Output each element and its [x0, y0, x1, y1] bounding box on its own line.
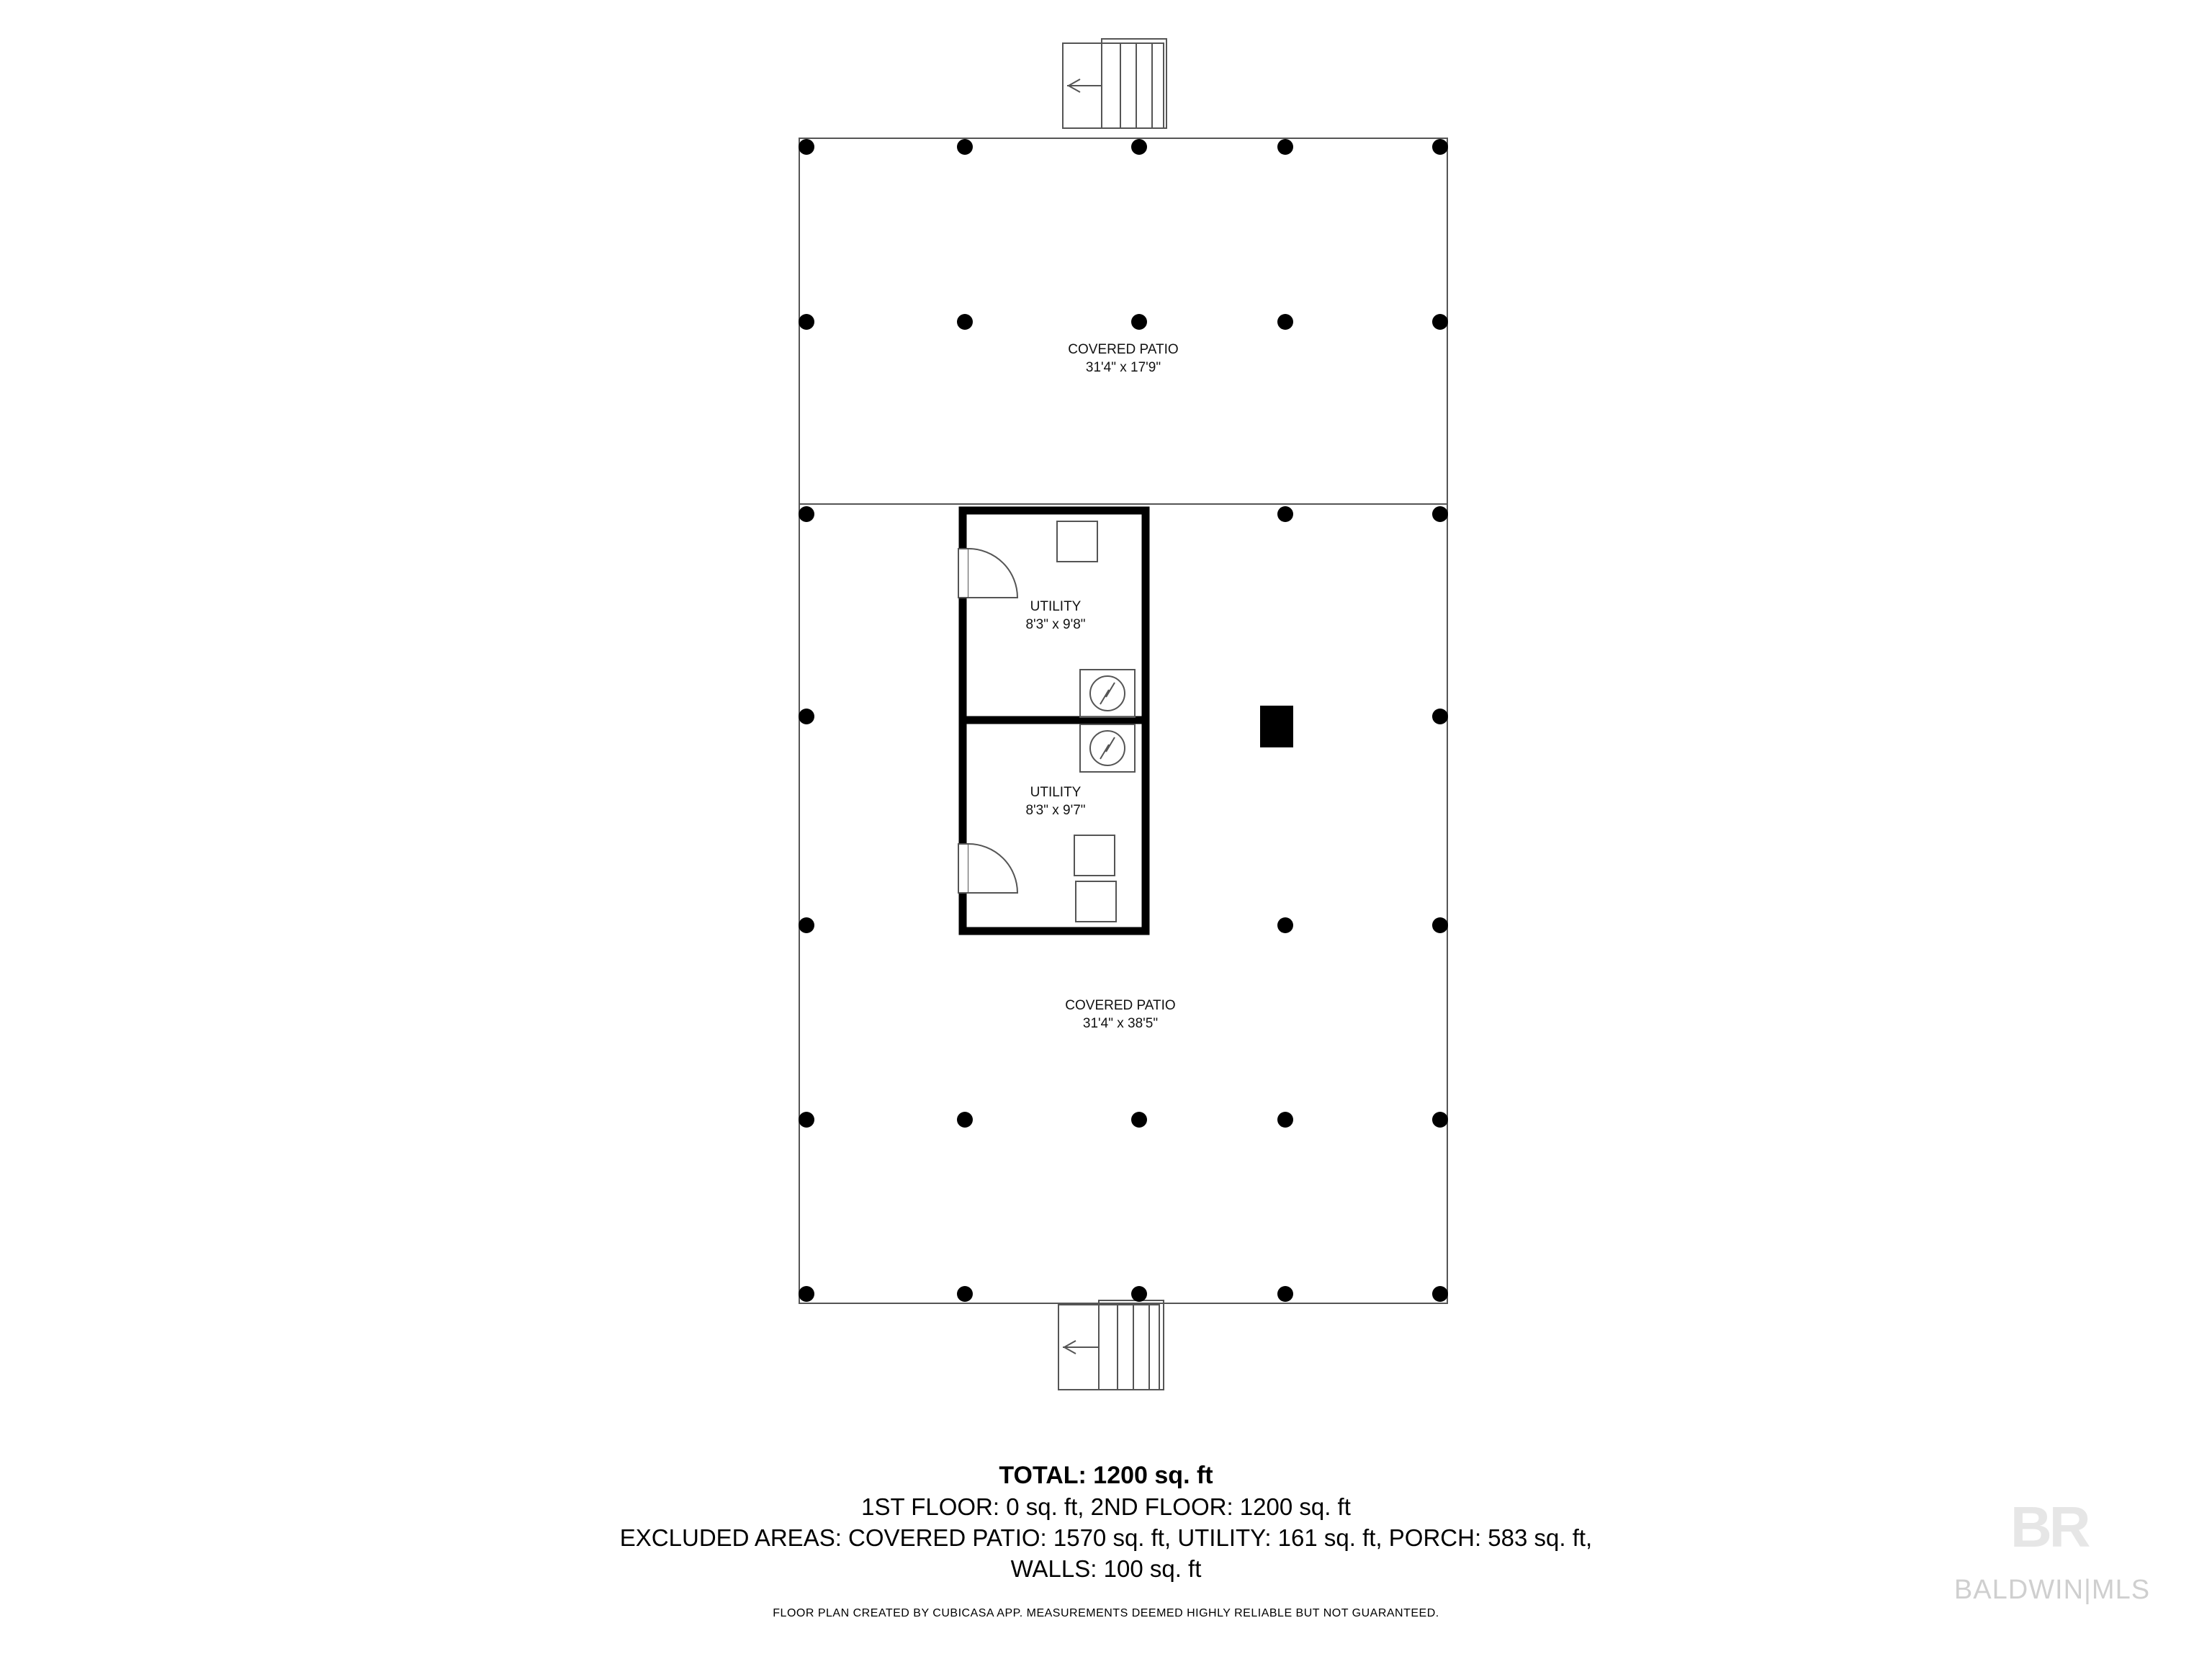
covered-patio-bottom: [799, 504, 1447, 1303]
room-label-covered-patio-top: [1068, 342, 1178, 375]
svg-text:8'3" x 9'7": 8'3" x 9'7": [1025, 803, 1086, 818]
room-label-utility-bottom: [1025, 785, 1085, 818]
total-area: TOTAL: 1200 sq. ft: [999, 1462, 1213, 1489]
stairs-top: [1063, 39, 1166, 128]
utility-door-bottom: [958, 844, 1017, 893]
excluded-areas: EXCLUDED AREAS: COVERED PATIO: 1570 sq. ft, UTILITY: 161 sq. ft, PORCH: 583 sq. ft,: [619, 1524, 1593, 1551]
svg-text:31'4" x 17'9": 31'4" x 17'9": [1085, 360, 1161, 375]
svg-text:COVERED PATIO: COVERED PATIO: [1065, 998, 1176, 1013]
stairs-bottom: [1058, 1300, 1164, 1390]
utility-door-top: [958, 549, 1017, 598]
svg-text:COVERED PATIO: COVERED PATIO: [1068, 342, 1179, 357]
baldwin-mls-watermark: [1944, 1494, 2160, 1605]
svg-text:UTILITY: UTILITY: [1030, 599, 1082, 614]
svg-text:31'4" x 38'5": 31'4" x 38'5": [1082, 1016, 1159, 1031]
brand-name: BALDWIN|MLS: [1954, 1575, 2151, 1605]
column-block: [1260, 706, 1293, 747]
room-label-utility-top: [1025, 599, 1085, 632]
floor-areas: 1ST FLOOR: 0 sq. ft, 2ND FLOOR: 1200 sq. ft: [861, 1493, 1351, 1520]
svg-text:8'3" x 9'8": 8'3" x 9'8": [1025, 617, 1086, 632]
room-label-covered-patio-bottom: [1065, 998, 1175, 1031]
disclaimer: FLOOR PLAN CREATED BY CUBICASA APP. MEASUREMENTS DEEMED HIGHLY RELIABLE BUT NOT GUARANTEED.: [773, 1607, 1439, 1619]
covered-patio-top: [799, 138, 1447, 504]
svg-text:UTILITY: UTILITY: [1030, 785, 1082, 800]
walls-area: WALLS: 100 sq. ft: [1010, 1555, 1202, 1582]
brand-logo-icon: BR: [2010, 1495, 2088, 1559]
